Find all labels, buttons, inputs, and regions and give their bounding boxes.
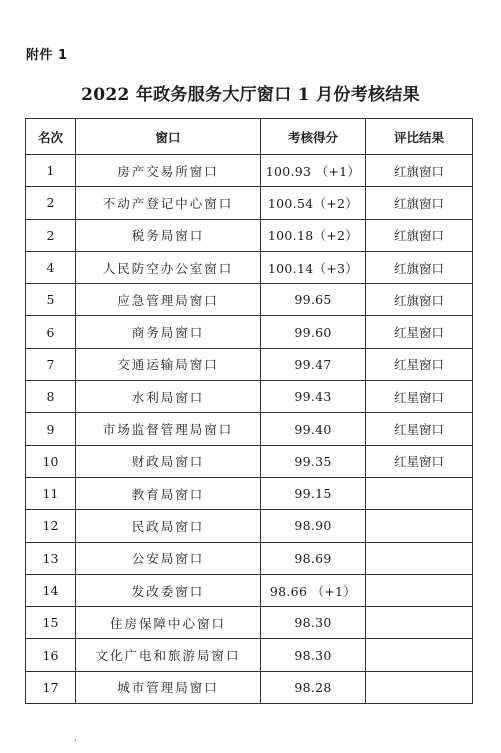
table-body (26, 155, 473, 704)
result-cell (366, 510, 473, 542)
result-cell (366, 574, 473, 606)
table-row (26, 477, 473, 509)
window-cell: 交通运输局窗口 (76, 348, 261, 380)
table-row (26, 381, 473, 413)
rank-cell: 9 (26, 413, 76, 445)
window-cell: 人民防空办公室窗口 (76, 251, 261, 283)
score-cell: 100.93 （+1） (261, 155, 366, 187)
table-row (26, 574, 473, 606)
rank-cell: 10 (26, 445, 76, 477)
score-cell: 100.54（+2） (261, 187, 366, 219)
score-cell: 99.35 (261, 445, 366, 477)
result-cell: 红旗窗口 (366, 251, 473, 283)
result-cell: 红旗窗口 (366, 187, 473, 219)
rank-cell: 8 (26, 381, 76, 413)
window-cell: 发改委窗口 (76, 574, 261, 606)
score-cell: 99.40 (261, 413, 366, 445)
score-cell: 100.14（+3） (261, 251, 366, 283)
results-table (25, 118, 473, 704)
rank-cell: 17 (26, 671, 76, 703)
table-row (26, 187, 473, 219)
window-cell: 教育局窗口 (76, 477, 261, 509)
table-row (26, 671, 473, 703)
score-cell: 98.28 (261, 671, 366, 703)
score-cell: 98.30 (261, 607, 366, 639)
table-row (26, 413, 473, 445)
table-row (26, 542, 473, 574)
window-cell: 市场监督管理局窗口 (76, 413, 261, 445)
result-cell (366, 607, 473, 639)
attachment-label: 附件 1 (26, 48, 68, 63)
table-row (26, 251, 473, 283)
window-cell: 住房保障中心窗口 (76, 607, 261, 639)
score-cell: 99.15 (261, 477, 366, 509)
score-cell: 100.18（+2） (261, 219, 366, 251)
score-cell: 98.30 (261, 639, 366, 671)
header-rank: 名次 (26, 119, 76, 155)
rank-cell: 1 (26, 155, 76, 187)
rank-cell: 2 (26, 187, 76, 219)
score-cell: 99.65 (261, 284, 366, 316)
score-cell: 99.43 (261, 381, 366, 413)
score-cell: 99.60 (261, 316, 366, 348)
result-cell: 红星窗口 (366, 381, 473, 413)
score-cell: 98.90 (261, 510, 366, 542)
table-row (26, 348, 473, 380)
header-score: 考核得分 (261, 119, 366, 155)
rank-cell: 2 (26, 219, 76, 251)
window-cell: 水利局窗口 (76, 381, 261, 413)
result-cell (366, 477, 473, 509)
window-cell: 民政局窗口 (76, 510, 261, 542)
window-cell: 房产交易所窗口 (76, 155, 261, 187)
header-result: 评比结果 (366, 119, 473, 155)
result-cell: 红星窗口 (366, 445, 473, 477)
table-row (26, 155, 473, 187)
rank-cell: 14 (26, 574, 76, 606)
score-cell: 98.66 （+1） (261, 574, 366, 606)
window-cell: 公安局窗口 (76, 542, 261, 574)
table-row (26, 316, 473, 348)
result-cell: 红旗窗口 (366, 284, 473, 316)
result-cell: 红旗窗口 (366, 155, 473, 187)
result-cell: 红星窗口 (366, 413, 473, 445)
result-cell: 红旗窗口 (366, 219, 473, 251)
header-window: 窗口 (76, 119, 261, 155)
rank-cell: 6 (26, 316, 76, 348)
score-cell: 99.47 (261, 348, 366, 380)
result-cell (366, 639, 473, 671)
score-cell: 98.69 (261, 542, 366, 574)
table-row (26, 445, 473, 477)
result-cell: 红星窗口 (366, 316, 473, 348)
document-title: 2022 年政务服务大厅窗口 1 月份考核结果 (81, 85, 420, 105)
window-cell: 财政局窗口 (76, 445, 261, 477)
page-mark: . (74, 733, 78, 744)
rank-cell: 12 (26, 510, 76, 542)
result-cell (366, 671, 473, 703)
window-cell: 税务局窗口 (76, 219, 261, 251)
table-row (26, 510, 473, 542)
result-cell (366, 542, 473, 574)
rank-cell: 16 (26, 639, 76, 671)
table-row (26, 284, 473, 316)
result-cell: 红星窗口 (366, 348, 473, 380)
rank-cell: 7 (26, 348, 76, 380)
rank-cell: 5 (26, 284, 76, 316)
rank-cell: 15 (26, 607, 76, 639)
window-cell: 应急管理局窗口 (76, 284, 261, 316)
window-cell: 城市管理局窗口 (76, 671, 261, 703)
window-cell: 不动产登记中心窗口 (76, 187, 261, 219)
rank-cell: 13 (26, 542, 76, 574)
rank-cell: 11 (26, 477, 76, 509)
table-header-row (26, 119, 473, 155)
table-row (26, 639, 473, 671)
table-row (26, 607, 473, 639)
window-cell: 商务局窗口 (76, 316, 261, 348)
table-row (26, 219, 473, 251)
window-cell: 文化广电和旅游局窗口 (76, 639, 261, 671)
rank-cell: 4 (26, 251, 76, 283)
